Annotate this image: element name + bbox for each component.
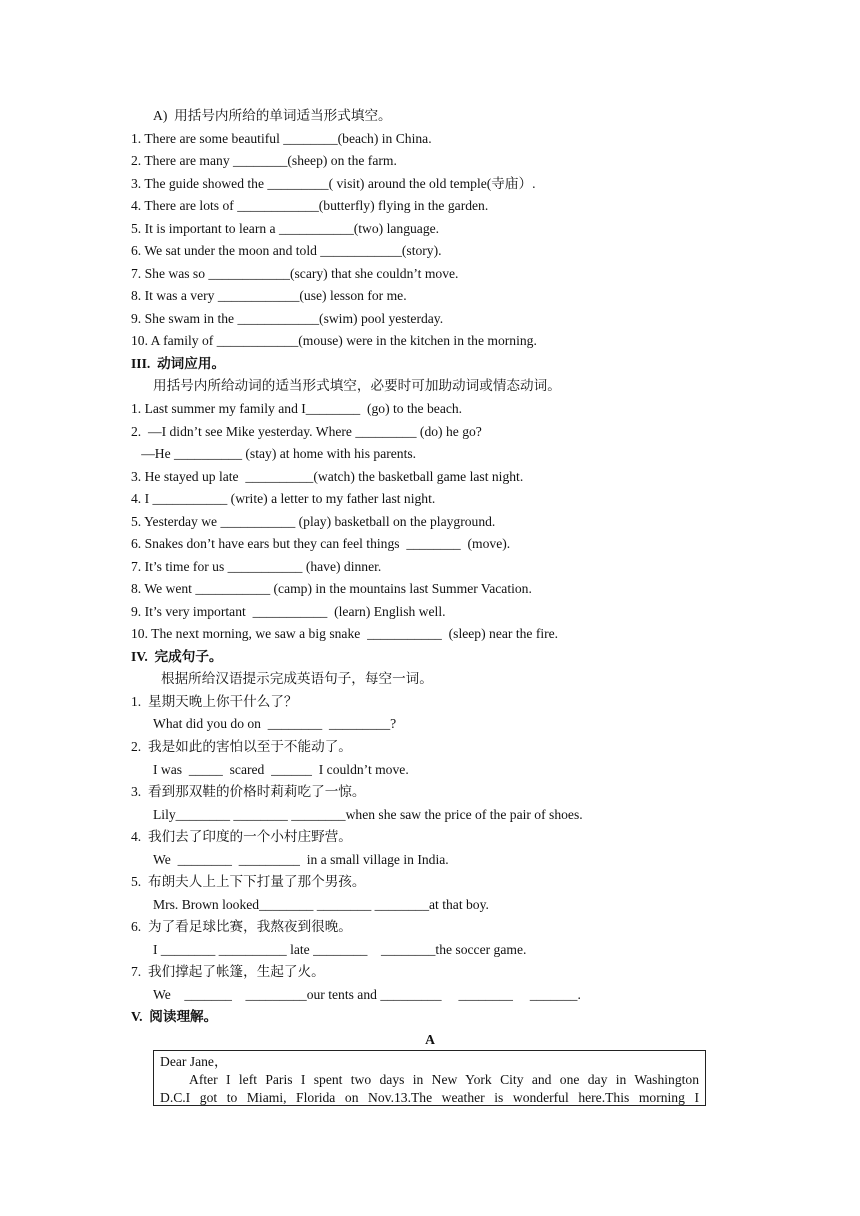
section-a-item: 8. It was a very ____________(use) lesson for me.	[131, 288, 407, 303]
section-iv-sentence: I was _____ scared ______ I couldn’t move.	[153, 762, 409, 777]
letter-line: D.C.I got to Miami, Florida on Nov.13.The weather is wonderful here.This morning I	[160, 1090, 699, 1105]
section-a-item: 6. We sat under the moon and told ____________(story).	[131, 243, 442, 258]
section-iv-sentence: Lily________ ________ ________when she saw the price of the pair of shoes.	[153, 807, 583, 822]
section-iv-prompt: 4. 我们去了印度的一个小村庄野营。	[131, 829, 352, 844]
letter-greeting: Dear Jane，	[160, 1054, 228, 1069]
section-iv-prompt: 2. 我是如此的害怕以至于不能动了。	[131, 739, 352, 754]
section-iv-sentence: Mrs. Brown looked________ ________ ________at that boy.	[153, 897, 489, 912]
section-iii-instruction: 用括号内所给动词的适当形式填空，必要时可加助动词或情态动词。	[153, 378, 561, 393]
section-iv-instruction: 根据所给汉语提示完成英语句子，每空一词。	[161, 671, 433, 686]
section-iii-item: 10. The next morning, we saw a big snake ___________ (sleep) near the fire.	[131, 626, 559, 641]
section-iii-item: 2. —I didn’t see Mike yesterday. Where _________ (do) he go?	[131, 424, 482, 439]
section-iv-prompt: 1. 星期天晚上你干什么了？	[131, 694, 298, 709]
section-a-item: 1. There are some beautiful ________(beach) in China.	[131, 131, 432, 146]
section-iv-prompt: 5. 布朗夫人上上下下打量了那个男孩。	[131, 874, 366, 889]
section-a-item: 3. The guide showed the _________( visit) around the old temple(寺庙）.	[131, 176, 536, 191]
letter-line: After I left Paris I spent two days in New York City and one day in Washington	[189, 1072, 699, 1087]
section-iv-sentence: I ________ __________ late ________ ________the soccer game.	[153, 942, 527, 957]
section-iii-item: 8. We went ___________ (camp) in the mountains last Summer Vacation.	[131, 581, 532, 596]
passage-label: A	[425, 1032, 435, 1047]
section-a-item: 7. She was so ____________(scary) that she couldn’t move.	[131, 266, 459, 281]
section-iii-item: 4. I ___________ (write) a letter to my father last night.	[131, 491, 436, 506]
section-iv-sentence: We _______ _________our tents and _________ ________ _______.	[153, 987, 581, 1002]
section-v-heading: V. 阅读理解。	[131, 1009, 218, 1024]
section-iv-sentence: What did you do on ________ _________?	[153, 716, 397, 731]
section-a-item: 10. A family of ____________(mouse) were in the kitchen in the morning.	[131, 333, 537, 348]
section-iv-sentence: We ________ _________ in a small village in India.	[153, 852, 449, 867]
section-iii-item: 6. Snakes don’t have ears but they can feel things ________ (move).	[131, 536, 511, 551]
section-a-item: 5. It is important to learn a ___________(two) language.	[131, 221, 440, 236]
section-a-item: 2. There are many ________(sheep) on the farm.	[131, 153, 397, 168]
section-a-heading: A) 用括号内所给的单词适当形式填空。	[153, 108, 392, 123]
section-iv-heading: IV. 完成句子。	[131, 649, 223, 664]
letter-box	[153, 1050, 706, 1106]
section-iii-item: 1. Last summer my family and I________ (go) to the beach.	[131, 401, 463, 416]
section-a-item: 9. She swam in the ____________(swim) pool yesterday.	[131, 311, 444, 326]
section-iv-prompt: 3. 看到那双鞋的价格时莉莉吃了一惊。	[131, 784, 366, 799]
section-iv-prompt: 7. 我们撑起了帐篷，生起了火。	[131, 964, 325, 979]
section-a-item: 4. There are lots of ____________(butterfly) flying in the garden.	[131, 198, 489, 213]
section-iii-item: 3. He stayed up late __________(watch) the basketball game last night.	[131, 469, 524, 484]
section-iv-prompt: 6. 为了看足球比赛，我熬夜到很晚。	[131, 919, 352, 934]
section-iii-item: 5. Yesterday we ___________ (play) basketball on the playground.	[131, 514, 496, 529]
section-iii-heading: III. 动词应用。	[131, 356, 226, 371]
section-iii-item: 9. It’s very important ___________ (learn) English well.	[131, 604, 446, 619]
section-iii-item: 7. It’s time for us ___________ (have) dinner.	[131, 559, 382, 574]
section-iii-item: —He __________ (stay) at home with his parents.	[131, 446, 417, 461]
